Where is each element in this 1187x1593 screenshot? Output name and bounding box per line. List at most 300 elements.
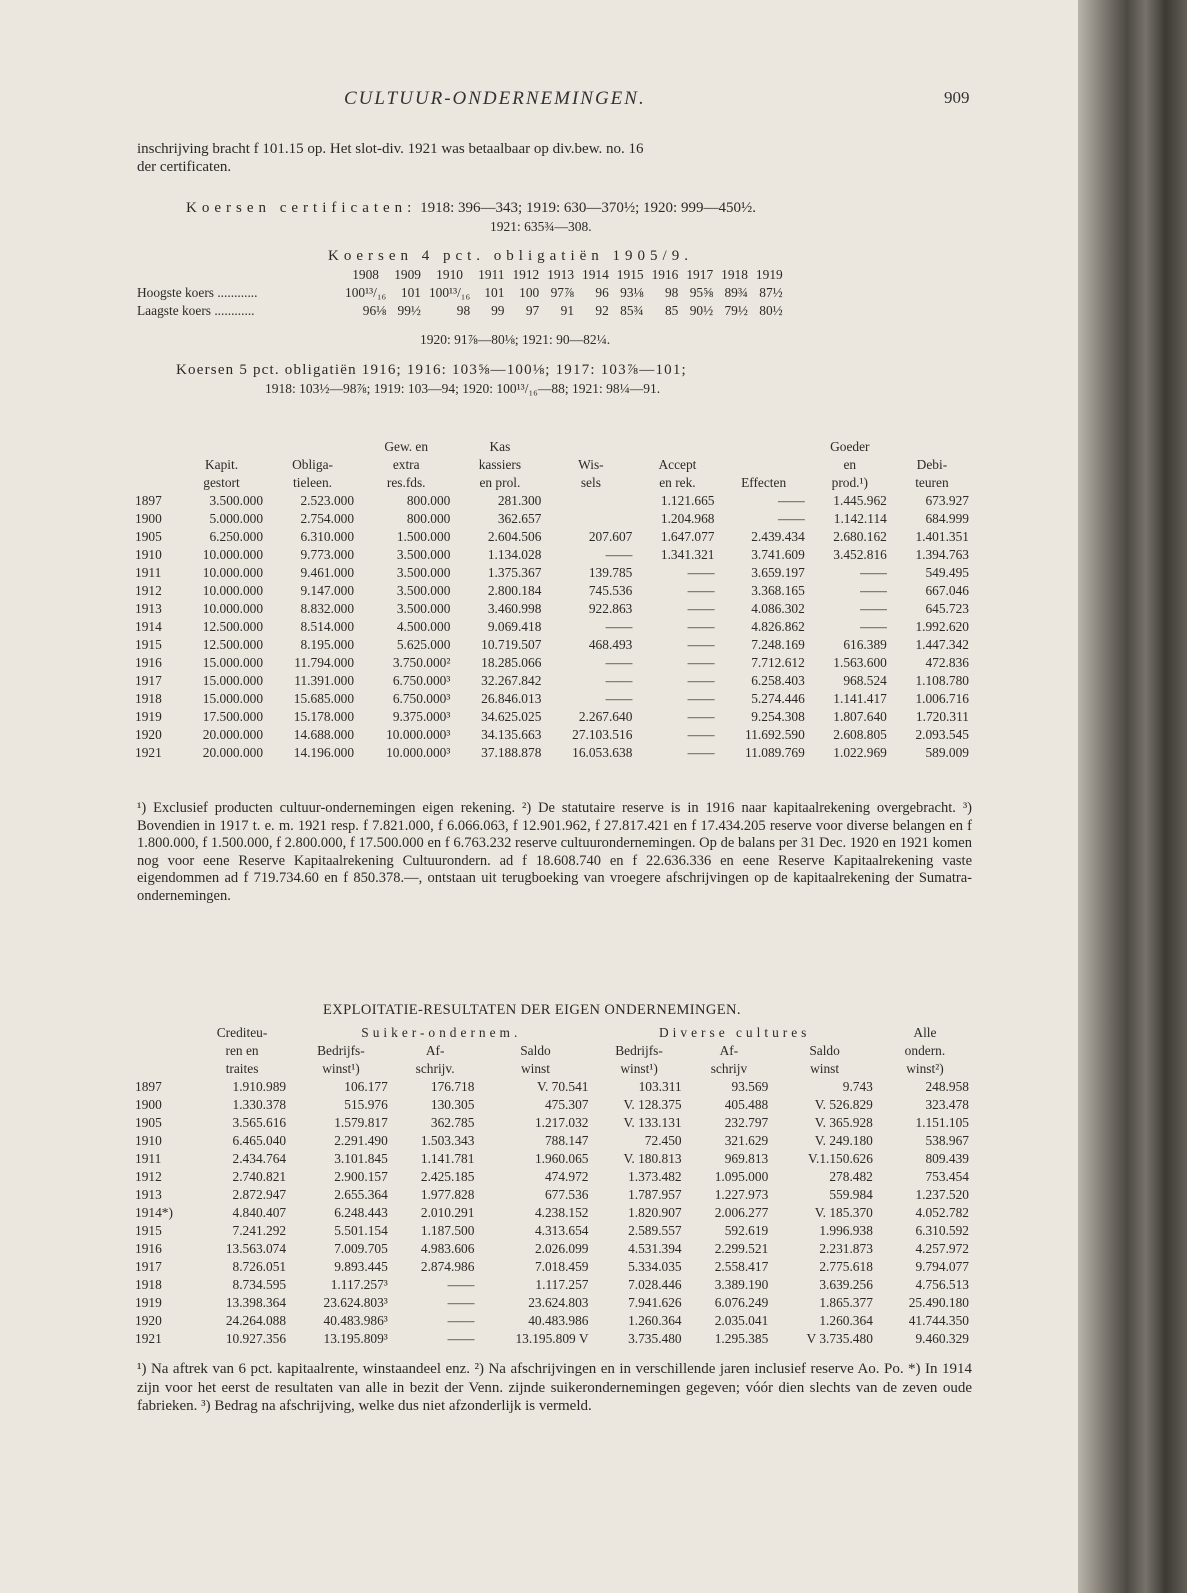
table-cell: 10.000.000 bbox=[202, 565, 264, 580]
table-cell: 2.267.640 bbox=[578, 709, 633, 724]
column-header-row bbox=[135, 456, 973, 474]
obl4-years-row bbox=[137, 266, 787, 284]
table-cell: 18.285.066 bbox=[481, 655, 542, 670]
table-cell: 6.250.000 bbox=[209, 529, 264, 544]
table-row bbox=[135, 564, 973, 582]
year-cell: 1919 bbox=[135, 1295, 162, 1310]
table-cell: 6.248.443 bbox=[334, 1205, 388, 1220]
table-cell: 1.295.385 bbox=[714, 1331, 769, 1346]
balance-table-body bbox=[135, 438, 973, 762]
table-cell: 4.257.972 bbox=[915, 1241, 969, 1256]
table-cell: 4.052.782 bbox=[915, 1205, 969, 1220]
column-header bbox=[176, 438, 267, 456]
table-cell: 4.313.654 bbox=[534, 1223, 589, 1238]
table-cell: —— bbox=[605, 655, 633, 670]
table-cell: 13.398.364 bbox=[225, 1295, 287, 1310]
book-spine bbox=[1078, 0, 1187, 1593]
table-cell: 559.984 bbox=[829, 1187, 873, 1202]
table-cell: V. 128.375 bbox=[623, 1097, 682, 1112]
obl5-line-2: 1918: 103½—98⅞; 1919: 103—94; 1920: 100¹³/₁₆—88; 1921: 98¼—91. bbox=[265, 381, 661, 396]
table-cell bbox=[545, 510, 636, 528]
table-cell: 1.579.817 bbox=[334, 1115, 388, 1130]
table-cell: 3.500.000 bbox=[396, 547, 451, 562]
table-cell: 13.563.074 bbox=[225, 1241, 287, 1256]
table-row bbox=[135, 1312, 973, 1330]
table-row bbox=[135, 1204, 973, 1222]
table-cell: 2.800.184 bbox=[487, 583, 542, 598]
column-header: Gew. en bbox=[384, 439, 429, 454]
column-header: schrijv. bbox=[415, 1061, 455, 1076]
table-cell: 17.500.000 bbox=[202, 709, 264, 724]
page-header-title: CULTUUR-ONDERNEMINGEN. bbox=[344, 88, 646, 109]
table-cell: 472.836 bbox=[925, 655, 969, 670]
column-header: Bedrijfs- bbox=[317, 1043, 365, 1058]
table-row bbox=[137, 284, 787, 302]
table-cell: 1.977.828 bbox=[420, 1187, 475, 1202]
year-cell: 1911 bbox=[135, 565, 162, 580]
year-cell: 1914 bbox=[135, 619, 162, 634]
column-header bbox=[135, 474, 176, 492]
table-cell: 1.006.716 bbox=[915, 691, 969, 706]
year-cell: 1913 bbox=[135, 1187, 162, 1202]
table-cell: 96 bbox=[595, 285, 609, 300]
obl4-title: Koersen 4 pct. obligatiën 1905/9. bbox=[328, 248, 693, 264]
table-cell: 80½ bbox=[759, 303, 783, 318]
table-cell: 15.000.000 bbox=[202, 673, 264, 688]
table-cell: —— bbox=[687, 601, 715, 616]
table-row bbox=[135, 1330, 973, 1348]
empty-cell bbox=[137, 266, 341, 284]
table-cell: 922.863 bbox=[588, 601, 633, 616]
table-cell: 1.375.367 bbox=[487, 565, 542, 580]
table-cell: 85 bbox=[664, 303, 679, 318]
table-cell: 3.500.000 bbox=[209, 493, 264, 508]
table-cell: —— bbox=[778, 511, 805, 526]
table-cell: —— bbox=[447, 1295, 475, 1310]
year-header: 1908 bbox=[352, 267, 379, 282]
table-cell: —— bbox=[447, 1277, 475, 1292]
table-cell: 34.625.025 bbox=[481, 709, 542, 724]
table-cell: 1.141.781 bbox=[420, 1151, 475, 1166]
column-header: Kapit. bbox=[204, 457, 239, 472]
table-cell: 40.483.986³ bbox=[323, 1313, 388, 1328]
table-cell: —— bbox=[447, 1331, 475, 1346]
table-cell: 3.101.845 bbox=[334, 1151, 388, 1166]
year-cell: 1917 bbox=[135, 1259, 162, 1274]
table-cell: 87½ bbox=[759, 285, 783, 300]
table-cell: 1.820.907 bbox=[628, 1205, 682, 1220]
table-cell: 85¾ bbox=[620, 303, 644, 318]
column-header: Af- bbox=[425, 1043, 445, 1058]
table-cell: —— bbox=[860, 601, 887, 616]
table-cell: 1.341.321 bbox=[660, 547, 715, 562]
table-cell: 13.195.809³ bbox=[323, 1331, 388, 1346]
table-row bbox=[135, 600, 973, 618]
table-cell: 9.461.000 bbox=[300, 565, 355, 580]
table-cell: 139.785 bbox=[588, 565, 633, 580]
table-cell: 176.718 bbox=[430, 1079, 475, 1094]
table-cell: 20.000.000 bbox=[202, 727, 264, 742]
table-cell: 79½ bbox=[724, 303, 748, 318]
obl4-footer: 1920: 91⅞—80⅛; 1921: 90—82¼. bbox=[420, 332, 611, 347]
table-cell: 4.238.152 bbox=[534, 1205, 589, 1220]
table-cell: 1.022.969 bbox=[833, 745, 887, 760]
table-row bbox=[135, 1258, 973, 1276]
column-header: Saldo bbox=[520, 1043, 551, 1058]
year-cell: 1910 bbox=[135, 547, 162, 562]
table-cell: 1.134.028 bbox=[487, 547, 542, 562]
table-cell: 9.147.000 bbox=[300, 583, 355, 598]
exploitatie-title: EXPLOITATIE-RESULTATEN DER EIGEN ONDERNEMINGEN. bbox=[323, 1002, 741, 1018]
column-header: Af- bbox=[719, 1043, 739, 1058]
year-header: 1915 bbox=[616, 267, 644, 282]
year-cell: 1900 bbox=[135, 1097, 162, 1112]
table-cell: 1.910.989 bbox=[232, 1079, 287, 1094]
column-header bbox=[135, 438, 176, 456]
year-header: 1919 bbox=[755, 267, 783, 282]
table-cell: 2.558.417 bbox=[714, 1259, 769, 1274]
column-header: ren en bbox=[225, 1043, 259, 1058]
column-header: teuren bbox=[915, 475, 949, 490]
column-header: winst¹) bbox=[620, 1061, 658, 1076]
table-cell: 362.785 bbox=[430, 1115, 475, 1130]
table-cell: —— bbox=[860, 583, 887, 598]
table-cell: 1.227.973 bbox=[714, 1187, 769, 1202]
table-cell: 100¹³/₁₆ bbox=[428, 285, 471, 300]
table-cell: 96⅛ bbox=[362, 303, 387, 318]
table-cell: 2.439.434 bbox=[751, 529, 805, 544]
table-cell: 95⅝ bbox=[689, 285, 714, 300]
table-cell: V. 70.541 bbox=[537, 1079, 589, 1094]
table-cell: 91 bbox=[560, 303, 575, 318]
column-header: en bbox=[843, 457, 857, 472]
table-cell: 9.893.445 bbox=[334, 1259, 388, 1274]
year-cell: 1911 bbox=[135, 1151, 162, 1166]
table-cell: —— bbox=[687, 727, 715, 742]
table-cell: 6.258.403 bbox=[751, 673, 805, 688]
table-cell: 106.177 bbox=[344, 1079, 388, 1094]
table-cell: 99½ bbox=[397, 303, 421, 318]
table-cell: —— bbox=[687, 691, 715, 706]
table-cell: 6.465.040 bbox=[232, 1133, 287, 1148]
table-cell: 232.797 bbox=[724, 1115, 769, 1130]
column-header bbox=[267, 438, 358, 456]
column-header bbox=[135, 456, 176, 474]
table-cell: 97 bbox=[525, 303, 540, 318]
table-cell: 11.089.769 bbox=[745, 745, 805, 760]
table-cell: 800.000 bbox=[406, 493, 451, 508]
year-cell: 1910 bbox=[135, 1133, 162, 1148]
table-cell: 1.720.311 bbox=[915, 709, 969, 724]
column-header: Kas bbox=[489, 439, 511, 454]
column-header: tieleen. bbox=[293, 475, 333, 490]
table-cell: 474.972 bbox=[544, 1169, 589, 1184]
table-cell: 1.237.520 bbox=[915, 1187, 969, 1202]
table-cell: 2.299.521 bbox=[714, 1241, 769, 1256]
table-cell: 5.625.000 bbox=[396, 637, 451, 652]
table-row bbox=[135, 708, 973, 726]
table-cell: 1.187.500 bbox=[420, 1223, 475, 1238]
table-cell: 6.750.000³ bbox=[392, 673, 451, 688]
year-cell: 1919 bbox=[135, 709, 162, 724]
table-cell: 1.142.114 bbox=[833, 511, 887, 526]
table-cell: 2.010.291 bbox=[420, 1205, 475, 1220]
table-cell: 37.188.878 bbox=[481, 745, 542, 760]
column-header-row bbox=[135, 1060, 973, 1078]
table-cell: —— bbox=[447, 1313, 475, 1328]
table-cell: 3.500.000 bbox=[396, 601, 451, 616]
column-header: Debi- bbox=[916, 457, 948, 472]
table-cell: 1.447.342 bbox=[915, 637, 969, 652]
certificaten-line-2: 1921: 635¾—308. bbox=[490, 219, 592, 234]
table-cell: 2.608.805 bbox=[833, 727, 887, 742]
table-cell: 6.076.249 bbox=[714, 1295, 769, 1310]
table-row bbox=[135, 510, 973, 528]
intro-line-1: inschrijving bracht f 101.15 op. Het slot-div. 1921 was betaalbaar op div.bew. no. 16 bbox=[137, 141, 644, 157]
table-cell: 34.135.663 bbox=[481, 727, 542, 742]
table-cell: 1.996.938 bbox=[819, 1223, 873, 1238]
table-cell: 684.999 bbox=[925, 511, 969, 526]
table-cell: 1.151.105 bbox=[915, 1115, 969, 1130]
table-cell: 3.735.480 bbox=[628, 1331, 682, 1346]
intro-line-2: der certificaten. bbox=[137, 159, 232, 175]
table-row bbox=[137, 302, 787, 320]
table-cell: 1.401.351 bbox=[915, 529, 969, 544]
table-cell: 6.750.000³ bbox=[392, 691, 451, 706]
table-cell: 23.624.803 bbox=[528, 1295, 589, 1310]
year-cell: 1918 bbox=[135, 691, 162, 706]
table-cell: 5.501.154 bbox=[334, 1223, 388, 1238]
table-cell: —— bbox=[778, 493, 805, 508]
table-cell: 673.927 bbox=[925, 493, 969, 508]
table-cell: 677.536 bbox=[544, 1187, 589, 1202]
table-cell: 667.046 bbox=[925, 583, 969, 598]
year-cell: 1897 bbox=[135, 1079, 162, 1094]
year-header: 1917 bbox=[686, 267, 714, 282]
table-cell: 468.493 bbox=[588, 637, 633, 652]
table-cell: —— bbox=[687, 619, 715, 634]
table-row bbox=[135, 1294, 973, 1312]
table-cell: 10.000.000³ bbox=[386, 727, 451, 742]
column-header: Bedrijfs- bbox=[615, 1043, 663, 1058]
table-cell: 7.009.705 bbox=[334, 1241, 388, 1256]
table-cell: 2.872.947 bbox=[232, 1187, 287, 1202]
year-cell: 1905 bbox=[135, 1115, 162, 1130]
year-header: 1911 bbox=[478, 267, 505, 282]
column-header bbox=[718, 456, 808, 474]
table-cell: 7.241.292 bbox=[232, 1223, 287, 1238]
table-cell: —— bbox=[860, 619, 887, 634]
table-cell: 8.514.000 bbox=[300, 619, 355, 634]
table-cell: 25.490.180 bbox=[908, 1295, 969, 1310]
table-cell: 7.028.446 bbox=[628, 1277, 682, 1292]
table-cell: 72.450 bbox=[644, 1133, 682, 1148]
year-header: 1918 bbox=[721, 267, 748, 282]
table-cell: 13.195.809 V bbox=[515, 1331, 589, 1346]
table-cell: 2.434.764 bbox=[232, 1151, 287, 1166]
column-header: extra bbox=[392, 457, 420, 472]
table-cell: 15.178.000 bbox=[293, 709, 355, 724]
table-cell: 15.000.000 bbox=[202, 655, 264, 670]
table-cell: 2.006.277 bbox=[714, 1205, 769, 1220]
table-cell: 3.500.000 bbox=[396, 583, 451, 598]
table-row bbox=[135, 1168, 973, 1186]
table-cell: 4.826.862 bbox=[751, 619, 805, 634]
table-cell: 2.680.162 bbox=[833, 529, 887, 544]
year-cell: 1912 bbox=[135, 1169, 162, 1184]
column-header: sels bbox=[580, 475, 601, 490]
column-header: traites bbox=[225, 1061, 259, 1076]
table-cell: 101 bbox=[400, 285, 421, 300]
table-cell: 1.563.600 bbox=[833, 655, 887, 670]
table-cell: 1.373.482 bbox=[628, 1169, 682, 1184]
table-row bbox=[135, 1096, 973, 1114]
column-header: schrijv bbox=[710, 1061, 748, 1076]
table-cell: 1.787.957 bbox=[628, 1187, 682, 1202]
table-cell: 1.330.378 bbox=[232, 1097, 287, 1112]
table-cell: 3.368.165 bbox=[751, 583, 805, 598]
column-header bbox=[545, 438, 636, 456]
certificaten-line-1 bbox=[186, 200, 756, 217]
table-cell: 8.832.000 bbox=[300, 601, 355, 616]
column-header bbox=[135, 1060, 194, 1078]
table-cell: 14.688.000 bbox=[293, 727, 355, 742]
table-row bbox=[135, 636, 973, 654]
table-cell: —— bbox=[605, 691, 633, 706]
year-cell: 1916 bbox=[135, 1241, 162, 1256]
table-cell: 14.196.000 bbox=[293, 745, 355, 760]
table-cell: 968.524 bbox=[843, 673, 887, 688]
column-header: Goeder bbox=[830, 439, 870, 454]
table-row bbox=[135, 1222, 973, 1240]
table-cell bbox=[545, 492, 636, 510]
year-cell: 1913 bbox=[135, 601, 162, 616]
table-cell: 40.483.986 bbox=[528, 1313, 589, 1328]
table-cell: 788.147 bbox=[544, 1133, 589, 1148]
table-cell: 11.692.590 bbox=[745, 727, 805, 742]
table-cell: 2.523.000 bbox=[300, 493, 355, 508]
table-cell: 3.659.197 bbox=[751, 565, 805, 580]
table-row bbox=[135, 672, 973, 690]
table-row bbox=[135, 744, 973, 762]
table-cell: 549.495 bbox=[925, 565, 969, 580]
table-cell: 4.756.513 bbox=[915, 1277, 969, 1292]
table-cell: 103.311 bbox=[638, 1079, 682, 1094]
table-cell: 6.310.592 bbox=[915, 1223, 969, 1238]
table-cell: 12.500.000 bbox=[202, 637, 264, 652]
table-cell: 98 bbox=[456, 303, 471, 318]
table-cell: V.1.150.626 bbox=[808, 1151, 873, 1166]
column-header: winst²) bbox=[906, 1061, 944, 1076]
table-cell: 800.000 bbox=[406, 511, 451, 526]
table-cell: 10.000.000 bbox=[202, 547, 264, 562]
table-cell: 1.217.032 bbox=[534, 1115, 589, 1130]
obl4-table bbox=[137, 266, 787, 320]
table-cell: 2.093.545 bbox=[915, 727, 969, 742]
column-header: Obliga- bbox=[292, 457, 333, 472]
table-cell: 362.657 bbox=[497, 511, 542, 526]
group-header-suiker: Suiker-ondernem. bbox=[361, 1025, 522, 1040]
table-row bbox=[135, 654, 973, 672]
table-cell: 538.967 bbox=[925, 1133, 969, 1148]
table-cell: 5.274.446 bbox=[751, 691, 805, 706]
table-cell: 1.141.417 bbox=[833, 691, 887, 706]
table-cell: 3.389.190 bbox=[714, 1277, 769, 1292]
table-cell: 589.009 bbox=[925, 745, 969, 760]
table-cell: 1.121.665 bbox=[660, 493, 715, 508]
table-cell: 2.754.000 bbox=[300, 511, 355, 526]
table-cell: 4.531.394 bbox=[628, 1241, 682, 1256]
table-cell: —— bbox=[605, 547, 633, 562]
row-label: Laagste koers ............ bbox=[137, 303, 255, 318]
table-cell: 8.195.000 bbox=[300, 637, 355, 652]
table-cell: 2.655.364 bbox=[334, 1187, 388, 1202]
table-cell: 405.488 bbox=[724, 1097, 769, 1112]
table-cell: 809.439 bbox=[925, 1151, 969, 1166]
table-cell: 99 bbox=[491, 303, 505, 318]
table-cell: 10.719.507 bbox=[481, 637, 542, 652]
year-cell: 1912 bbox=[135, 583, 162, 598]
table-cell: 1.204.968 bbox=[660, 511, 715, 526]
table-cell: 616.389 bbox=[843, 637, 887, 652]
table-cell: V. 365.928 bbox=[814, 1115, 873, 1130]
year-cell: 1897 bbox=[135, 493, 162, 508]
table-cell: 7.018.459 bbox=[534, 1259, 589, 1274]
table-cell: 248.958 bbox=[925, 1079, 969, 1094]
table-cell: 2.589.557 bbox=[628, 1223, 682, 1238]
table-cell: 9.794.077 bbox=[915, 1259, 969, 1274]
year-cell: 1916 bbox=[135, 655, 162, 670]
column-header: prod.¹) bbox=[831, 475, 868, 490]
table-cell: 7.941.626 bbox=[628, 1295, 682, 1310]
table-cell: 9.069.418 bbox=[487, 619, 542, 634]
table-row bbox=[135, 1276, 973, 1294]
table-cell: 100 bbox=[519, 285, 540, 300]
table-cell: V. 526.829 bbox=[814, 1097, 873, 1112]
table-cell: 9.743 bbox=[842, 1079, 873, 1094]
table-cell: V. 180.813 bbox=[623, 1151, 682, 1166]
year-cell: 1914*) bbox=[135, 1205, 173, 1220]
table-cell: 10.000.000 bbox=[202, 583, 264, 598]
table-cell: —— bbox=[605, 673, 633, 688]
footnote-balance: ¹) Exclusief producten cultuur-ondernemingen eigen rekening. ²) De statutaire reserve is in 1916 naar kapitaalrekening overgebracht. ³) Bovendien in 1917 t. e. m. 1921 resp. f 7.821.000, f 6.066.063, f 12.901.962, f 27.817.421 en f 17.434.205 reserve voor diverse belangen en f 1.800.000, f 1.500.000, f 2.800.000, f 17.500.000 en f 6.763.232 reserve cultuurondernemingen. Op de balans per 31 Dec. 1920 en 1921 komen nog voor eene Reserve Kapitaalrekening Cultuurondern. ad f 18.608.740 en f 22.636.336 en eene Reserve Kapitaalrekening vaste eigendommen ad f 719.734.60 en f 850.378.—, ontstaan uit terugboeking van vroegere afschrijvingen op de kapitaalrekening der Sumatra-ondernemingen. bbox=[137, 800, 972, 904]
table-cell: —— bbox=[687, 655, 715, 670]
table-cell: 1.960.065 bbox=[534, 1151, 589, 1166]
table-cell: 9.460.329 bbox=[915, 1331, 969, 1346]
table-cell: —— bbox=[860, 565, 887, 580]
table-cell: —— bbox=[605, 619, 633, 634]
table-cell: 90½ bbox=[689, 303, 714, 318]
table-cell: 281.300 bbox=[497, 493, 542, 508]
table-cell: 27.103.516 bbox=[572, 727, 633, 742]
table-cell: 4.086.302 bbox=[751, 601, 805, 616]
table-cell: 3.500.000 bbox=[396, 565, 451, 580]
table-cell: 130.305 bbox=[430, 1097, 475, 1112]
column-header bbox=[718, 438, 808, 456]
table-cell: 1.503.343 bbox=[420, 1133, 475, 1148]
table-cell: 20.000.000 bbox=[202, 745, 264, 760]
obl5-line-1: Koersen 5 pct. obligatiën 1916; 1916: 103⅝—100⅛; 1917: 103⅞—101; bbox=[176, 362, 687, 378]
table-cell: 4.840.407 bbox=[232, 1205, 287, 1220]
group-header-diverse: Diverse cultures bbox=[659, 1025, 811, 1040]
table-cell: 89¾ bbox=[724, 285, 748, 300]
table-cell: 1.260.364 bbox=[819, 1313, 873, 1328]
row-label: Hoogste koers ............ bbox=[137, 285, 258, 300]
table-row bbox=[135, 690, 973, 708]
table-cell: —— bbox=[687, 637, 715, 652]
column-header: Crediteu- bbox=[216, 1025, 268, 1040]
table-cell: 1.108.780 bbox=[915, 673, 969, 688]
